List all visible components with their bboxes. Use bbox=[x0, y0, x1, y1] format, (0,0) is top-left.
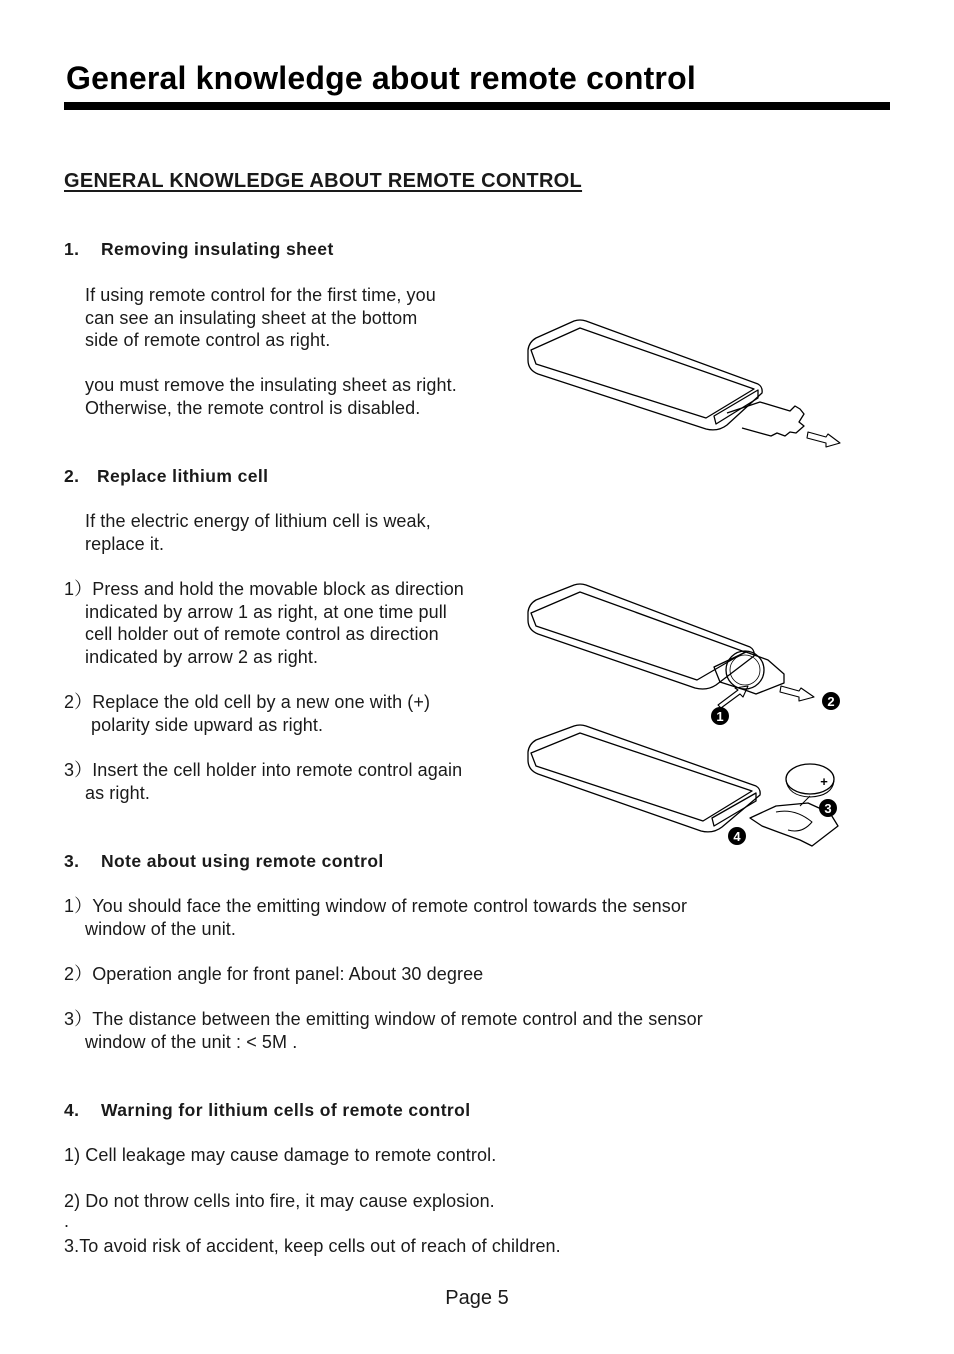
text-line: you must remove the insulating sheet as right. bbox=[85, 375, 457, 395]
text-line: If the electric energy of lithium cell is weak, bbox=[85, 511, 431, 531]
text-line: as right. bbox=[85, 782, 150, 803]
text-line: 1）You should face the emitting window of remote control towards the sensor bbox=[64, 896, 688, 916]
marker-4-label: 4 bbox=[733, 829, 741, 844]
text-line: polarity side upward as right. bbox=[91, 714, 324, 735]
page-title: General knowledge about remote control bbox=[66, 60, 696, 96]
marker-3-label: 3 bbox=[824, 801, 832, 816]
text-line: indicated by arrow 2 as right. bbox=[85, 647, 319, 668]
text-line: 1）Press and hold the movable block as direction bbox=[64, 579, 464, 599]
section-2-title: Replace lithium cell bbox=[97, 466, 269, 486]
text-line: 2）Replace the old cell by a new one with (+) bbox=[64, 692, 431, 712]
page-number: Page 5 bbox=[445, 1287, 509, 1309]
marker-2-label: 2 bbox=[827, 694, 835, 709]
remote-end-slot bbox=[712, 793, 756, 826]
section-4-step-1: 1) Cell leakage may cause damage to remote control. bbox=[64, 1145, 497, 1165]
section-1-title: Removing insulating sheet bbox=[101, 239, 334, 259]
text-line: 2）Operation angle for front panel: About 30 degree bbox=[64, 964, 484, 984]
section-4-step-3: 3.To avoid risk of accident, keep cells out of reach of children. bbox=[64, 1236, 561, 1256]
marker-1-label: 1 bbox=[716, 709, 724, 724]
section-4-title: Warning for lithium cells of remote control bbox=[101, 1100, 471, 1120]
section-3-title: Note about using remote control bbox=[101, 851, 384, 871]
text-line: cell holder out of remote control as direction bbox=[85, 624, 439, 645]
marker-3-icon bbox=[819, 799, 837, 817]
stray-period: . bbox=[64, 1211, 70, 1231]
text-line: window of the unit : < 5M . bbox=[85, 1031, 298, 1052]
section-4-step-2: 2) Do not throw cells into fire, it may cause explosion. bbox=[64, 1191, 495, 1211]
text-line: side of remote control as right. bbox=[85, 330, 331, 351]
text-line: window of the unit. bbox=[85, 918, 236, 939]
text-line: replace it. bbox=[85, 533, 165, 554]
text-line: indicated by arrow 1 as right, at one time pull bbox=[85, 601, 447, 622]
insert-guide-line bbox=[800, 796, 810, 806]
remote-body-outline bbox=[528, 725, 760, 832]
positive-sign: + bbox=[820, 774, 828, 789]
text-line: If using remote control for the first time, you bbox=[85, 285, 436, 305]
text-line: can see an insulating sheet at the bottom bbox=[85, 307, 418, 328]
section-1-number: 1. bbox=[64, 239, 80, 259]
section-heading: GENERAL KNOWLEDGE ABOUT REMOTE CONTROL bbox=[64, 170, 583, 192]
section-3-number: 3. bbox=[64, 851, 80, 871]
text-line: 3）Insert the cell holder into remote control again bbox=[64, 760, 463, 780]
marker-4-icon bbox=[728, 827, 746, 845]
text-line: Otherwise, the remote control is disabled. bbox=[85, 397, 421, 418]
section-4-number: 4. bbox=[64, 1100, 80, 1120]
section-2-number: 2. bbox=[64, 466, 80, 486]
text-line: 3）The distance between the emitting window of remote control and the sensor bbox=[64, 1009, 703, 1029]
